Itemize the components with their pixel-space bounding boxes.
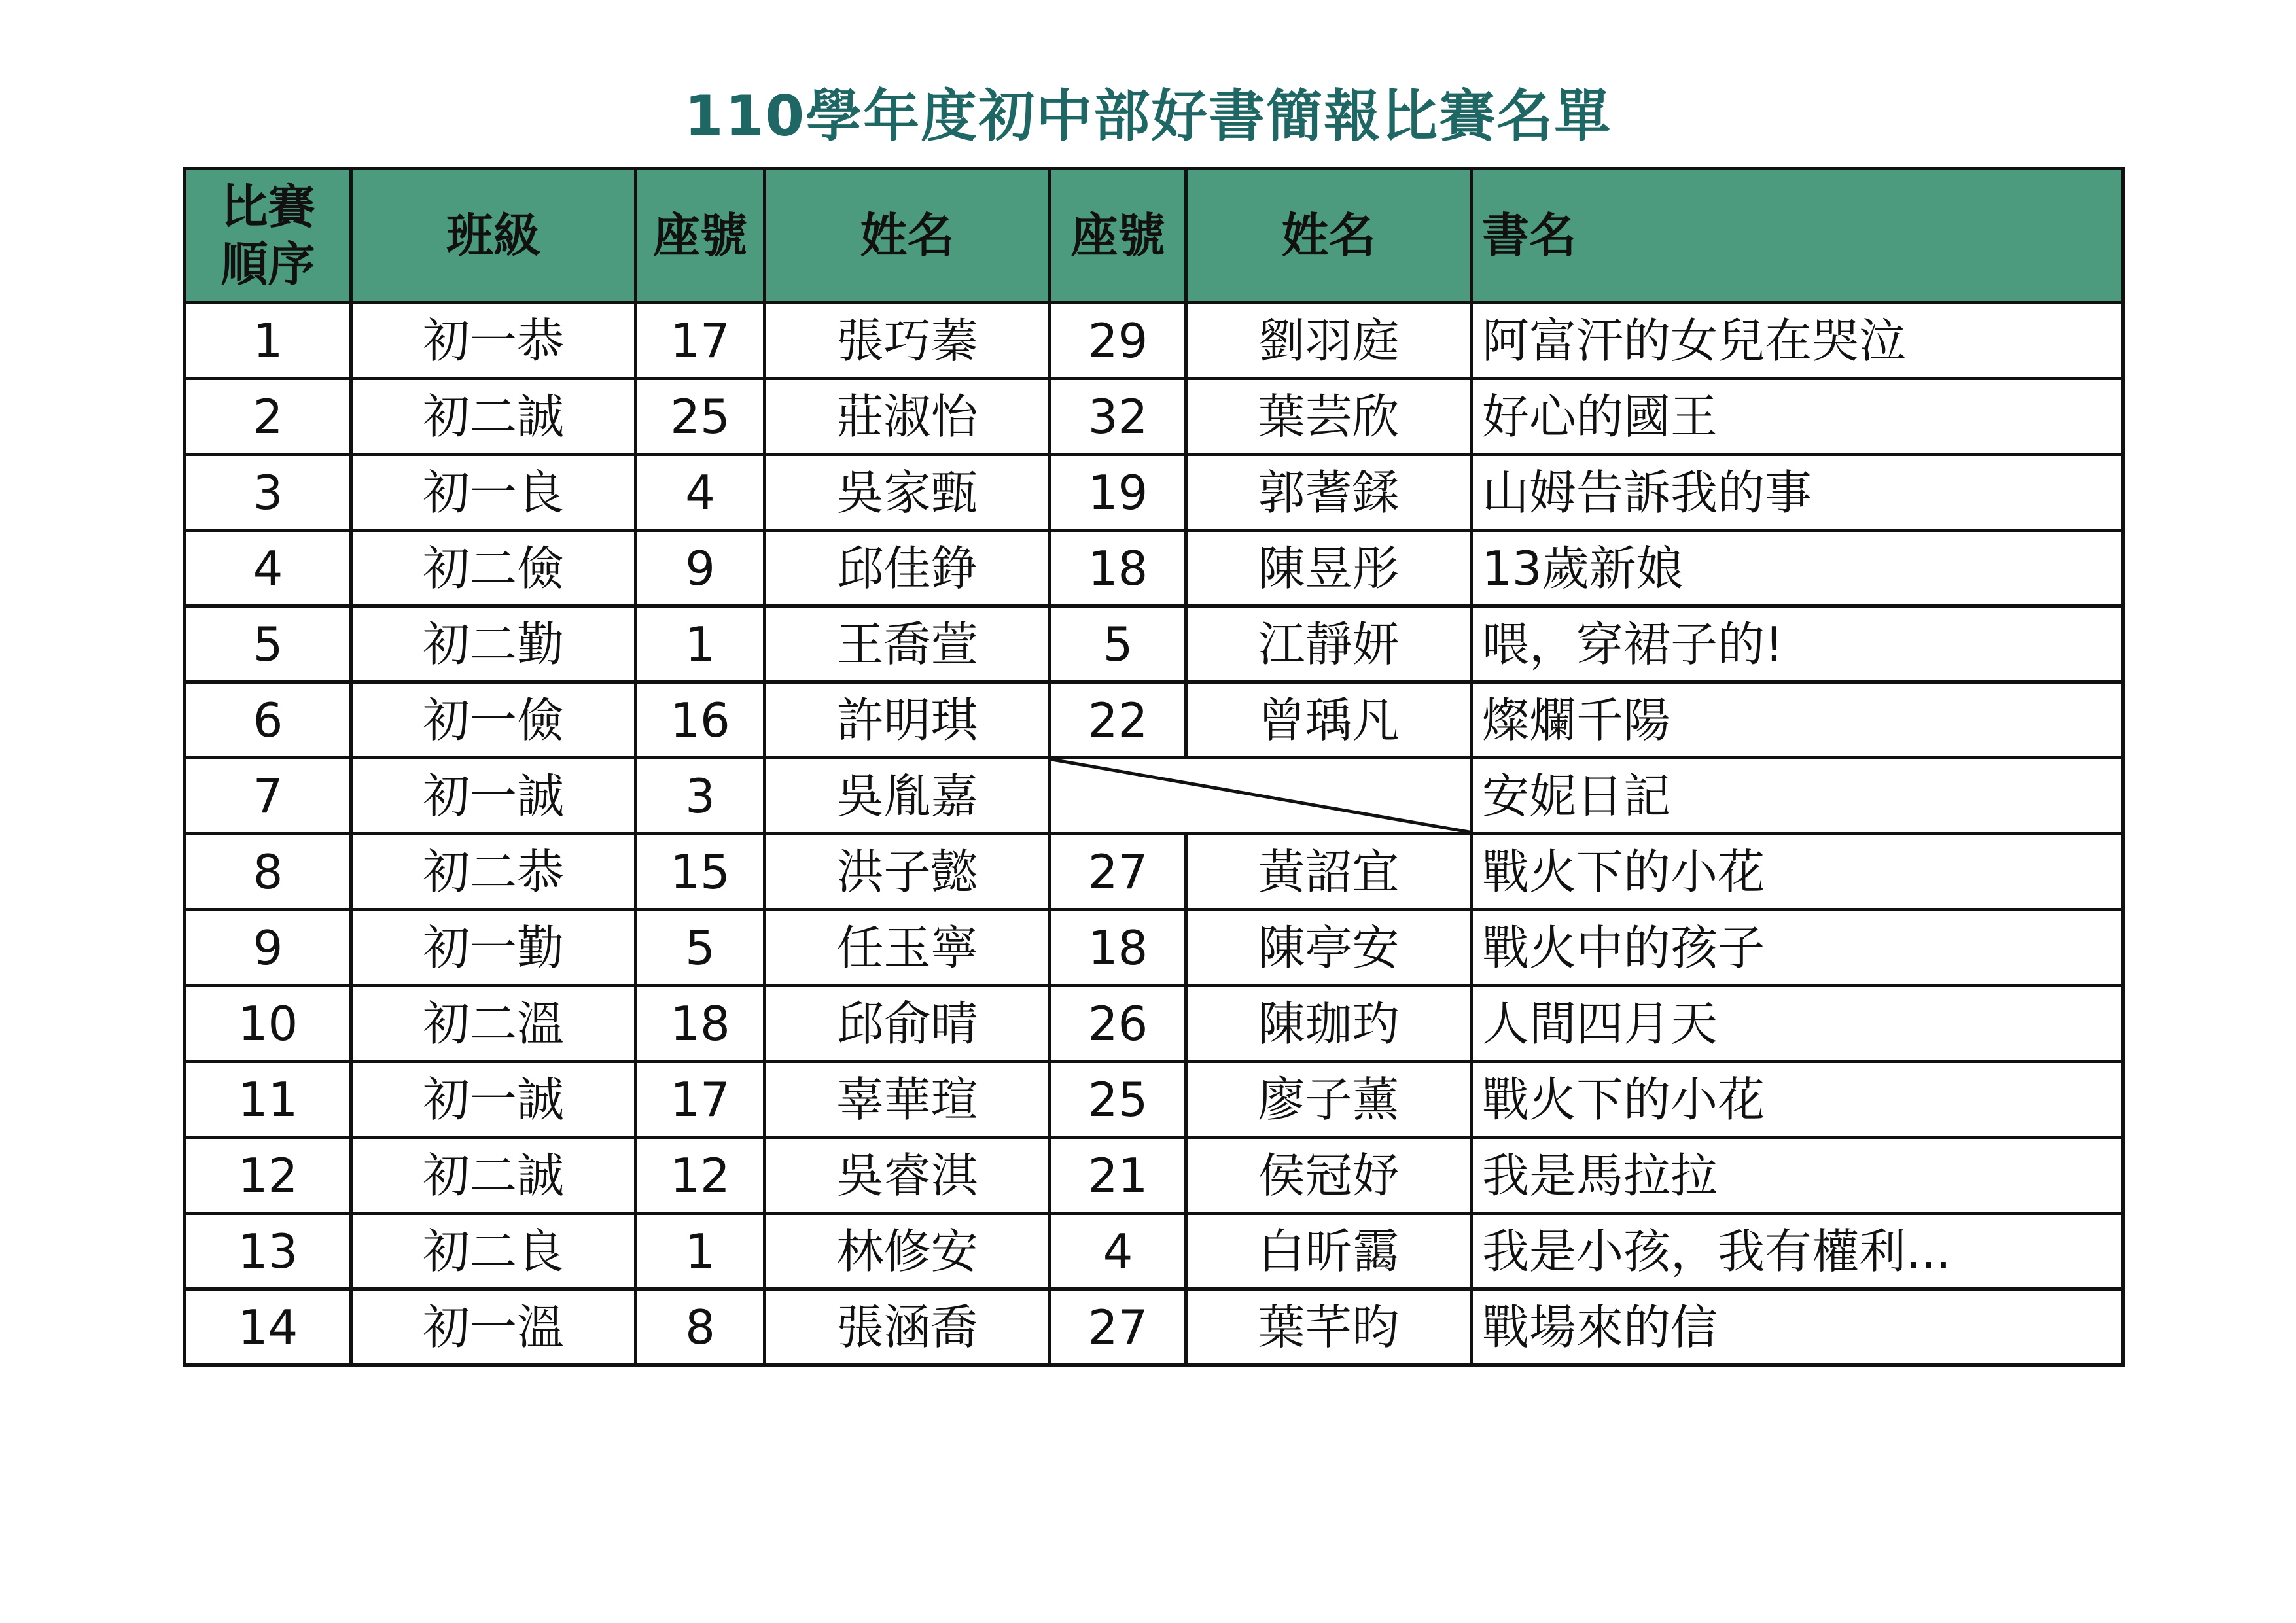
cell-name-1: 洪子懿 [765,834,1050,910]
cell-class: 初一良 [351,455,636,531]
cell-class: 初一誠 [351,758,636,834]
table-row [185,834,2123,910]
table-row [185,531,2123,606]
cell-name-1: 吳睿淇 [765,1138,1050,1213]
cell-seat-2: 21 [1050,1138,1186,1213]
cell-order: 4 [185,531,351,606]
cell-seat-1: 1 [636,606,765,682]
table-row [185,303,2123,379]
header-name-2: 姓名 [1186,169,1472,303]
table-row [185,758,2123,834]
cell-seat-2: 26 [1050,986,1186,1062]
cell-name-2: 陳珈玓 [1186,986,1472,1062]
cell-seat-2: 29 [1050,303,1186,379]
header-row [185,169,2123,303]
table-row [185,682,2123,758]
cell-book: 喂，穿裙子的! [1472,606,2123,682]
cell-class: 初一誠 [351,1062,636,1138]
cell-empty-diagonal [1050,758,1472,834]
cell-seat-1: 18 [636,986,765,1062]
cell-order: 7 [185,758,351,834]
cell-class: 初二誠 [351,379,636,455]
cell-class: 初二良 [351,1213,636,1289]
table-row [185,1138,2123,1213]
cell-name-1: 許明琪 [765,682,1050,758]
cell-seat-1: 4 [636,455,765,531]
cell-class: 初一溫 [351,1289,636,1365]
cell-seat-1: 3 [636,758,765,834]
header-seat-2: 座號 [1050,169,1186,303]
cell-seat-2: 19 [1050,455,1186,531]
cell-class: 初二儉 [351,531,636,606]
cell-name-1: 任玉寧 [765,910,1050,986]
header-book: 書名 [1472,169,2123,303]
cell-seat-1: 16 [636,682,765,758]
cell-class: 初一儉 [351,682,636,758]
cell-order: 14 [185,1289,351,1365]
cell-book: 好心的國王 [1472,379,2123,455]
table-row [185,606,2123,682]
cell-seat-2: 22 [1050,682,1186,758]
cell-seat-2: 25 [1050,1062,1186,1138]
cell-seat-2: 32 [1050,379,1186,455]
cell-book: 安妮日記 [1472,758,2123,834]
cell-book: 人間四月天 [1472,986,2123,1062]
cell-name-2: 陳亭安 [1186,910,1472,986]
cell-seat-1: 8 [636,1289,765,1365]
cell-name-1: 林修安 [765,1213,1050,1289]
cell-name-2: 郭蓍鍒 [1186,455,1472,531]
cell-name-1: 吳家甄 [765,455,1050,531]
cell-name-2: 侯冠妤 [1186,1138,1472,1213]
cell-book: 戰場來的信 [1472,1289,2123,1365]
cell-seat-2: 18 [1050,910,1186,986]
cell-book: 我是馬拉拉 [1472,1138,2123,1213]
cell-order: 5 [185,606,351,682]
cell-book: 戰火下的小花 [1472,834,2123,910]
cell-class: 初二誠 [351,1138,636,1213]
cell-name-2: 葉芸欣 [1186,379,1472,455]
table-row [185,1289,2123,1365]
cell-seat-2: 18 [1050,531,1186,606]
header-order-line1: 比賽 [221,179,315,234]
cell-order: 2 [185,379,351,455]
cell-name-2: 曾瑀凡 [1186,682,1472,758]
table-row [185,1062,2123,1138]
cell-name-1: 張涵喬 [765,1289,1050,1365]
cell-order: 1 [185,303,351,379]
cell-seat-2: 27 [1050,834,1186,910]
cell-name-2: 葉芊昀 [1186,1289,1472,1365]
cell-order: 3 [185,455,351,531]
cell-seat-1: 9 [636,531,765,606]
cell-name-1: 邱佳錚 [765,531,1050,606]
cell-name-1: 莊淑怡 [765,379,1050,455]
cell-book: 戰火下的小花 [1472,1062,2123,1138]
table-row [185,379,2123,455]
cell-book: 燦爛千陽 [1472,682,2123,758]
cell-seat-1: 17 [636,303,765,379]
cell-seat-1: 15 [636,834,765,910]
header-name-1: 姓名 [765,169,1050,303]
cell-book: 阿富汗的女兒在哭泣 [1472,303,2123,379]
cell-order: 8 [185,834,351,910]
diagonal-line [1051,759,1470,832]
page-title: 110學年度初中部好書簡報比賽名單 [684,84,1612,149]
roster-body [185,303,2123,1365]
cell-name-2: 江靜妍 [1186,606,1472,682]
cell-seat-1: 12 [636,1138,765,1213]
table-row [185,455,2123,531]
cell-name-2: 黃詔宜 [1186,834,1472,910]
cell-name-2: 廖子薰 [1186,1062,1472,1138]
cell-name-2: 白昕靄 [1186,1213,1472,1289]
cell-class: 初二勤 [351,606,636,682]
table-row [185,910,2123,986]
cell-class: 初一恭 [351,303,636,379]
cell-book: 戰火中的孩子 [1472,910,2123,986]
roster-table [183,167,2125,1367]
cell-class: 初一勤 [351,910,636,986]
cell-book: 山姆告訴我的事 [1472,455,2123,531]
header-seat-1: 座號 [636,169,765,303]
cell-name-1: 辜華瑄 [765,1062,1050,1138]
cell-book: 我是小孩，我有權利... [1472,1213,2123,1289]
cell-seat-1: 25 [636,379,765,455]
cell-name-1: 王喬萱 [765,606,1050,682]
table-row [185,1213,2123,1289]
header-class: 班級 [351,169,636,303]
cell-book: 13歲新娘 [1472,531,2123,606]
cell-name-1: 張巧蓁 [765,303,1050,379]
cell-class: 初二溫 [351,986,636,1062]
cell-name-2: 劉羽庭 [1186,303,1472,379]
header-order [185,169,351,303]
cell-seat-2: 27 [1050,1289,1186,1365]
cell-seat-2: 5 [1050,606,1186,682]
cell-name-1: 邱俞晴 [765,986,1050,1062]
cell-seat-2: 4 [1050,1213,1186,1289]
cell-order: 13 [185,1213,351,1289]
cell-seat-1: 5 [636,910,765,986]
cell-seat-1: 1 [636,1213,765,1289]
cell-name-2: 陳昱彤 [1186,531,1472,606]
cell-order: 10 [185,986,351,1062]
cell-order: 11 [185,1062,351,1138]
diagonal-strike [1051,759,1470,832]
header-order-line2: 順序 [221,237,315,292]
cell-order: 12 [185,1138,351,1213]
cell-seat-1: 17 [636,1062,765,1138]
cell-order: 9 [185,910,351,986]
cell-name-1: 吳胤嘉 [765,758,1050,834]
table-row [185,986,2123,1062]
cell-class: 初二恭 [351,834,636,910]
cell-order: 6 [185,682,351,758]
